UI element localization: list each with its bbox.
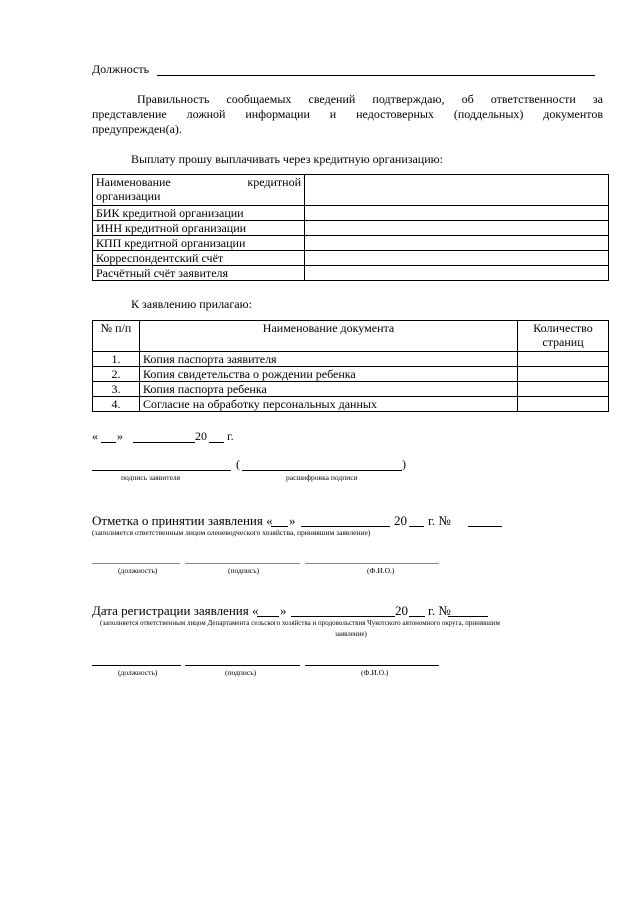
registration-caption-fio: (Ф.И.О.) bbox=[361, 668, 389, 677]
acceptance-text-b: » bbox=[289, 513, 296, 528]
row-doc-name: Копия свидетельства о рождении ребенка bbox=[140, 367, 518, 382]
row-num: 2. bbox=[93, 367, 140, 382]
header-name: Наименование документа bbox=[140, 321, 518, 352]
registration-day-field[interactable] bbox=[257, 616, 279, 617]
acceptance-caption-fio: (Ф.И.О.) bbox=[367, 566, 395, 575]
registration-caption-signature: (подпись) bbox=[225, 668, 257, 677]
registration-month-field[interactable] bbox=[291, 616, 395, 617]
attachments-table bbox=[92, 320, 609, 412]
caption-signature-decode: расшифровка подписи bbox=[286, 473, 358, 482]
payment-intro: Выплату прошу выплачивать через кредитную организацию: bbox=[131, 152, 443, 166]
acceptance-caption-position: (должность) bbox=[118, 566, 158, 575]
settlement-account-label: Расчётный счёт заявителя bbox=[93, 266, 305, 281]
table-row bbox=[93, 206, 609, 221]
acceptance-position-field[interactable] bbox=[92, 563, 180, 564]
confirmation-line-1: Правильность сообщаемых сведений подтверждаю, об ответственности за bbox=[137, 92, 603, 106]
confirmation-line-3: предупрежден(а). bbox=[92, 122, 182, 136]
bik-label: БИК кредитной организации bbox=[93, 206, 305, 221]
position-field[interactable] bbox=[157, 75, 595, 76]
table-row bbox=[93, 266, 609, 281]
registration-text-a: Дата регистрации заявления « bbox=[92, 603, 259, 618]
caption-applicant-signature: подпись заявителя bbox=[121, 473, 181, 482]
registration-year-field[interactable] bbox=[409, 616, 425, 617]
registration-number-field[interactable] bbox=[448, 616, 488, 617]
header-num: № п/п bbox=[93, 321, 140, 352]
date-suffix: г. bbox=[227, 429, 234, 443]
table-header-row bbox=[93, 321, 609, 352]
acceptance-text-c: г. № bbox=[428, 513, 451, 528]
correspondent-account-label: Корреспондентский счёт bbox=[93, 251, 305, 266]
signature-decode-field[interactable] bbox=[242, 470, 402, 471]
registration-text-b: » bbox=[280, 603, 287, 618]
registration-position-field[interactable] bbox=[92, 665, 181, 666]
registration-note-2: заявление) bbox=[335, 630, 367, 638]
kpp-label: КПП кредитной организации bbox=[93, 236, 305, 251]
bank-name-value[interactable] bbox=[305, 175, 609, 206]
acceptance-fio-field[interactable] bbox=[305, 563, 439, 564]
row-qty[interactable] bbox=[518, 397, 609, 412]
table-row bbox=[93, 352, 609, 367]
table-row bbox=[93, 175, 609, 206]
row-doc-name: Копия паспорта заявителя bbox=[140, 352, 518, 367]
applicant-signature-field[interactable] bbox=[92, 470, 231, 471]
acceptance-day-field[interactable] bbox=[271, 526, 288, 527]
acceptance-year-field[interactable] bbox=[409, 526, 424, 527]
date-open-quote: « bbox=[92, 429, 98, 443]
row-num: 1. bbox=[93, 352, 140, 367]
acceptance-month-field[interactable] bbox=[301, 526, 390, 527]
date-close-quote: » bbox=[117, 429, 123, 443]
row-doc-name: Согласие на обработку персональных данных bbox=[140, 397, 518, 412]
acceptance-note: (заполняется ответственным лицом оленеводческого хозяйства, принявшим заявление) bbox=[92, 528, 371, 537]
header-qty: Количество страниц bbox=[518, 321, 609, 352]
table-row bbox=[93, 236, 609, 251]
table-row bbox=[93, 397, 609, 412]
table-row bbox=[93, 251, 609, 266]
signature-paren-open: ( bbox=[236, 457, 240, 471]
row-qty[interactable] bbox=[518, 367, 609, 382]
date-month-field[interactable] bbox=[133, 442, 195, 443]
registration-signature-field[interactable] bbox=[185, 665, 300, 666]
row-num: 3. bbox=[93, 382, 140, 397]
position-label: Должность bbox=[92, 62, 150, 76]
row-qty[interactable] bbox=[518, 382, 609, 397]
date-year-field[interactable] bbox=[209, 442, 224, 443]
registration-fio-field[interactable] bbox=[305, 665, 439, 666]
date-day-field[interactable] bbox=[101, 442, 116, 443]
registration-caption-position: (должность) bbox=[118, 668, 158, 677]
acceptance-number-field[interactable] bbox=[468, 526, 502, 527]
kpp-value[interactable] bbox=[305, 236, 609, 251]
bank-name-label: Наименование кредитной организации bbox=[93, 175, 305, 206]
registration-note-1: (заполняется ответственным лицом Департамента сельского хозяйства и продовольствия Чукотского автономного округа, принявшим bbox=[100, 619, 500, 627]
registration-year-prefix: 20 bbox=[395, 603, 408, 618]
confirmation-line-2: представление ложной информации и недостоверных (поддельных) документов bbox=[92, 107, 603, 121]
acceptance-signature-field[interactable] bbox=[185, 563, 300, 564]
table-row bbox=[93, 221, 609, 236]
signature-paren-close: ) bbox=[402, 457, 406, 471]
registration-text-c: г. № bbox=[428, 603, 451, 618]
bank-details-table bbox=[92, 174, 609, 281]
correspondent-account-value[interactable] bbox=[305, 251, 609, 266]
table-row bbox=[93, 382, 609, 397]
acceptance-year-prefix: 20 bbox=[394, 513, 407, 528]
bik-value[interactable] bbox=[305, 206, 609, 221]
row-num: 4. bbox=[93, 397, 140, 412]
attachments-intro: К заявлению прилагаю: bbox=[131, 297, 252, 311]
acceptance-caption-signature: (подпись) bbox=[228, 566, 260, 575]
row-qty[interactable] bbox=[518, 352, 609, 367]
row-doc-name: Копия паспорта ребенка bbox=[140, 382, 518, 397]
acceptance-text-a: Отметка о принятии заявления « bbox=[92, 513, 273, 528]
table-row bbox=[93, 367, 609, 382]
inn-label: ИНН кредитной организации bbox=[93, 221, 305, 236]
settlement-account-value[interactable] bbox=[305, 266, 609, 281]
confirmation-paragraph bbox=[92, 92, 603, 137]
inn-value[interactable] bbox=[305, 221, 609, 236]
date-year-prefix: 20 bbox=[195, 429, 207, 443]
